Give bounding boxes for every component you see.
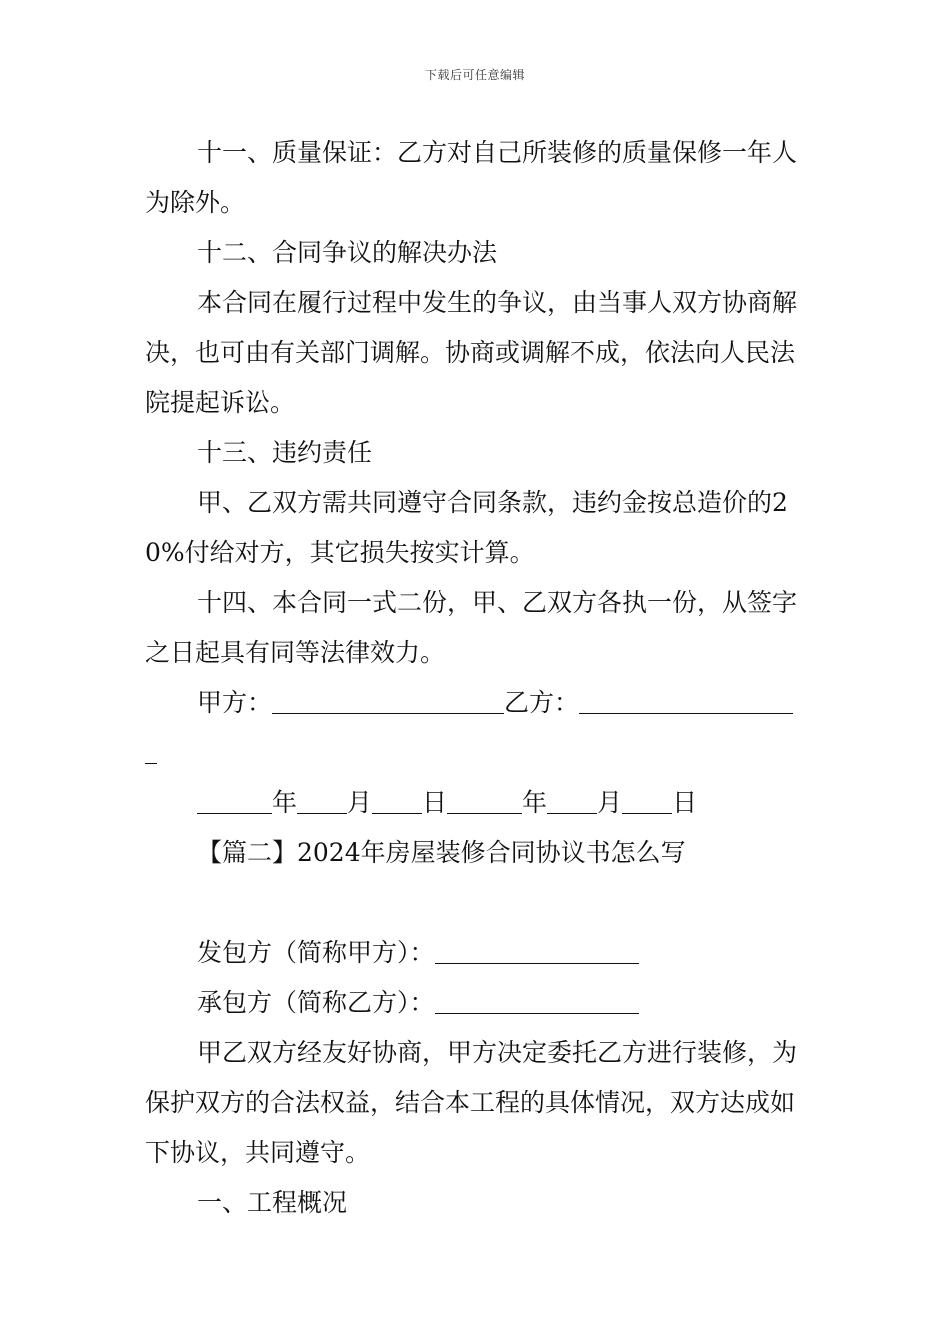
- party-b-sign-label: 乙方：: [504, 688, 580, 717]
- party-b-line: [145, 978, 807, 1028]
- section-1-heading: 一、工程概况: [197, 1188, 348, 1217]
- section-2-title: 【篇二】2024年房屋装修合同协议书怎么写: [197, 838, 686, 867]
- day-label: 日: [422, 788, 448, 817]
- party-a-blank[interactable]: [435, 939, 639, 964]
- year-label: 年: [522, 788, 548, 817]
- party-b-sign-blank[interactable]: [579, 689, 793, 714]
- clause-11-quality: 十一、质量保证：乙方对自己所装修的质量保修一年人为除外。: [145, 138, 798, 217]
- document-body: [145, 128, 807, 1228]
- party-a-sign-blank[interactable]: [272, 689, 504, 714]
- party-b-day-blank[interactable]: [622, 789, 672, 814]
- party-a-line: [145, 928, 807, 978]
- clause-12-heading: 十二、合同争议的解决办法: [197, 238, 498, 267]
- month-label: 月: [597, 788, 623, 817]
- party-b-blank[interactable]: [435, 989, 639, 1014]
- blank-line: [145, 878, 807, 928]
- party-b-label: 承包方（简称乙方）：: [197, 988, 435, 1017]
- page-header-note: 下载后可任意编辑: [424, 68, 525, 82]
- agreement-preamble: 甲乙双方经友好协商，甲方决定委托乙方进行装修，为保护双方的合法权益，结合本工程的具体情况，双方达成如下协议，共同遵守。: [145, 1038, 798, 1167]
- party-b-year-blank[interactable]: [447, 789, 522, 814]
- party-a-month-blank[interactable]: [297, 789, 347, 814]
- year-label: 年: [272, 788, 298, 817]
- signature-blank-overflow: [145, 739, 157, 764]
- date-line: [145, 778, 807, 828]
- day-label: 日: [672, 788, 698, 817]
- signature-line: [145, 678, 807, 728]
- month-label: 月: [347, 788, 373, 817]
- clause-12-text: 本合同在履行过程中发生的争议，由当事人双方协商解决，也可由有关部门调解。协商或调解不成，依法向人民法院提起诉讼。: [145, 288, 798, 417]
- clause-14-text: 十四、本合同一式二份，甲、乙双方各执一份，从签字之日起具有同等法律效力。: [145, 588, 798, 667]
- party-a-year-blank[interactable]: [197, 789, 272, 814]
- party-a-day-blank[interactable]: [372, 789, 422, 814]
- party-a-sign-label: 甲方：: [197, 688, 273, 717]
- clause-13-text: 甲、乙双方需共同遵守合同条款，违约金按总造价的20%付给对方，其它损失按实计算。: [145, 488, 788, 567]
- signature-line-overflow: [145, 728, 807, 778]
- party-a-label: 发包方（简称甲方）：: [197, 938, 435, 967]
- party-b-month-blank[interactable]: [547, 789, 597, 814]
- clause-13-heading: 十三、违约责任: [197, 438, 373, 467]
